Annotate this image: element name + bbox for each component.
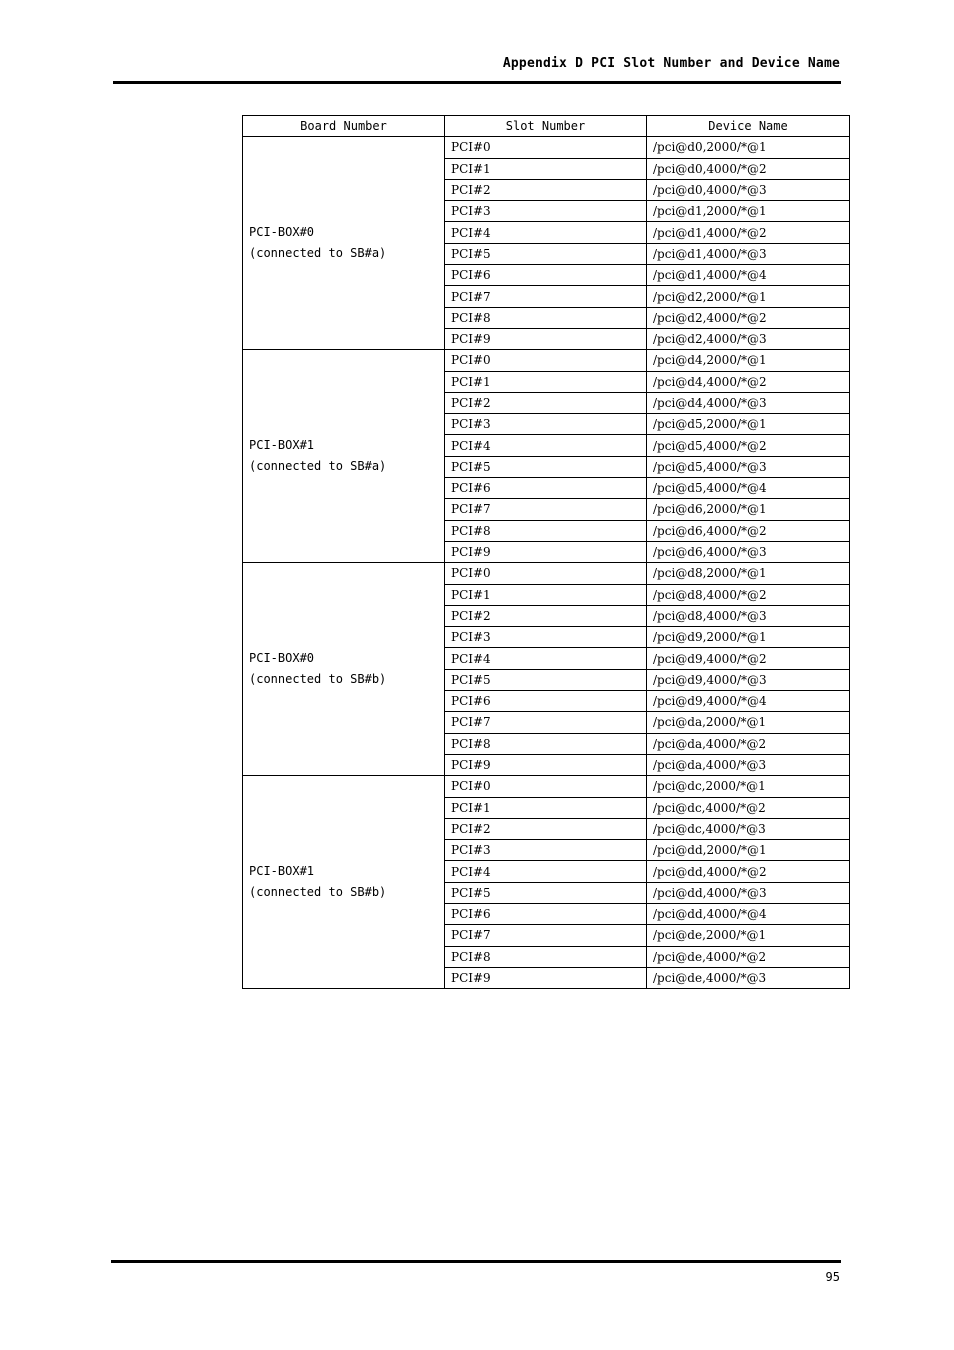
device-name-cell: /pci@da,4000/*@2 <box>647 733 850 754</box>
table-row <box>243 350 850 371</box>
page-number: 95 <box>825 1270 840 1284</box>
slot-number-cell: PCI#2 <box>445 818 647 839</box>
device-name-cell: /pci@da,2000/*@1 <box>647 712 850 733</box>
page-header-title: Appendix D PCI Slot Number and Device Name <box>502 56 840 71</box>
slot-number-cell: PCI#6 <box>445 903 647 924</box>
device-name-cell: /pci@d6,2000/*@1 <box>647 499 850 520</box>
slot-number-cell: PCI#7 <box>445 286 647 307</box>
device-name-cell: /pci@de,4000/*@3 <box>647 967 850 988</box>
board-number-cell <box>243 350 445 563</box>
slot-number-cell: PCI#5 <box>445 882 647 903</box>
board-number-cell <box>243 563 445 776</box>
device-name-cell: /pci@d5,4000/*@2 <box>647 435 850 456</box>
board-name: PCI-BOX#1 <box>249 438 315 453</box>
slot-number-cell: PCI#6 <box>445 691 647 712</box>
slot-number-cell: PCI#0 <box>445 776 647 797</box>
slot-number-cell: PCI#8 <box>445 520 647 541</box>
device-name-cell: /pci@dd,4000/*@2 <box>647 861 850 882</box>
device-name-cell: /pci@da,4000/*@3 <box>647 754 850 775</box>
device-name-cell: /pci@d9,2000/*@1 <box>647 627 850 648</box>
device-name-cell: /pci@d8,4000/*@3 <box>647 605 850 626</box>
slot-number-cell: PCI#2 <box>445 605 647 626</box>
slot-number-cell: PCI#3 <box>445 201 647 222</box>
slot-number-cell: PCI#1 <box>445 797 647 818</box>
column-header-device-name: Device Name <box>647 116 850 137</box>
pci-slot-table <box>242 115 850 989</box>
column-header-board-number: Board Number <box>243 116 445 137</box>
device-name-cell: /pci@d1,4000/*@3 <box>647 243 850 264</box>
header-rule <box>113 81 841 84</box>
device-name-cell: /pci@d0,4000/*@2 <box>647 158 850 179</box>
device-name-cell: /pci@de,2000/*@1 <box>647 925 850 946</box>
device-name-cell: /pci@dc,4000/*@2 <box>647 797 850 818</box>
device-name-cell: /pci@d2,2000/*@1 <box>647 286 850 307</box>
device-name-cell: /pci@d5,4000/*@3 <box>647 456 850 477</box>
slot-number-cell: PCI#9 <box>445 967 647 988</box>
device-name-cell: /pci@d5,2000/*@1 <box>647 414 850 435</box>
device-name-cell: /pci@dd,4000/*@4 <box>647 903 850 924</box>
board-connection: (connected to SB#a) <box>249 246 387 261</box>
slot-number-cell: PCI#4 <box>445 435 647 456</box>
board-connection: (connected to SB#b) <box>249 672 387 687</box>
board-name: PCI-BOX#1 <box>249 864 315 879</box>
slot-number-cell: PCI#0 <box>445 137 647 158</box>
device-name-cell: /pci@d0,2000/*@1 <box>647 137 850 158</box>
slot-number-cell: PCI#8 <box>445 307 647 328</box>
device-name-cell: /pci@d0,4000/*@3 <box>647 179 850 200</box>
slot-number-cell: PCI#5 <box>445 456 647 477</box>
device-name-cell: /pci@d8,2000/*@1 <box>647 563 850 584</box>
footer-rule <box>111 1260 841 1263</box>
device-name-cell: /pci@d6,4000/*@2 <box>647 520 850 541</box>
slot-number-cell: PCI#1 <box>445 371 647 392</box>
slot-number-cell: PCI#7 <box>445 499 647 520</box>
board-name: PCI-BOX#0 <box>249 651 315 666</box>
device-name-cell: /pci@dd,2000/*@1 <box>647 840 850 861</box>
slot-number-cell: PCI#3 <box>445 840 647 861</box>
table-header-row <box>243 116 850 137</box>
device-name-cell: /pci@d9,4000/*@4 <box>647 691 850 712</box>
device-name-cell: /pci@d1,4000/*@4 <box>647 265 850 286</box>
board-connection: (connected to SB#b) <box>249 885 387 900</box>
slot-number-cell: PCI#2 <box>445 392 647 413</box>
slot-number-cell: PCI#6 <box>445 265 647 286</box>
device-name-cell: /pci@dc,2000/*@1 <box>647 776 850 797</box>
device-name-cell: /pci@d1,4000/*@2 <box>647 222 850 243</box>
slot-number-cell: PCI#6 <box>445 478 647 499</box>
device-name-cell: /pci@d2,4000/*@3 <box>647 328 850 349</box>
slot-number-cell: PCI#3 <box>445 414 647 435</box>
slot-number-cell: PCI#7 <box>445 925 647 946</box>
board-name: PCI-BOX#0 <box>249 225 315 240</box>
table-row <box>243 137 850 158</box>
slot-number-cell: PCI#9 <box>445 754 647 775</box>
table-row <box>243 563 850 584</box>
device-name-cell: /pci@d1,2000/*@1 <box>647 201 850 222</box>
device-name-cell: /pci@dd,4000/*@3 <box>647 882 850 903</box>
slot-number-cell: PCI#0 <box>445 350 647 371</box>
device-name-cell: /pci@d5,4000/*@4 <box>647 478 850 499</box>
slot-number-cell: PCI#5 <box>445 243 647 264</box>
board-number-cell <box>243 776 445 989</box>
slot-number-cell: PCI#4 <box>445 648 647 669</box>
slot-number-cell: PCI#1 <box>445 158 647 179</box>
slot-number-cell: PCI#8 <box>445 946 647 967</box>
board-number-cell <box>243 137 445 350</box>
slot-number-cell: PCI#9 <box>445 328 647 349</box>
slot-number-cell: PCI#2 <box>445 179 647 200</box>
table-row <box>243 776 850 797</box>
slot-number-cell: PCI#3 <box>445 627 647 648</box>
board-connection: (connected to SB#a) <box>249 459 387 474</box>
slot-number-cell: PCI#0 <box>445 563 647 584</box>
device-name-cell: /pci@d8,4000/*@2 <box>647 584 850 605</box>
device-name-cell: /pci@d2,4000/*@2 <box>647 307 850 328</box>
slot-number-cell: PCI#7 <box>445 712 647 733</box>
slot-number-cell: PCI#1 <box>445 584 647 605</box>
device-name-cell: /pci@d4,4000/*@2 <box>647 371 850 392</box>
device-name-cell: /pci@de,4000/*@2 <box>647 946 850 967</box>
device-name-cell: /pci@d4,2000/*@1 <box>647 350 850 371</box>
device-name-cell: /pci@dc,4000/*@3 <box>647 818 850 839</box>
slot-number-cell: PCI#4 <box>445 861 647 882</box>
device-name-cell: /pci@d9,4000/*@2 <box>647 648 850 669</box>
table-body <box>243 137 850 989</box>
device-name-cell: /pci@d4,4000/*@3 <box>647 392 850 413</box>
device-name-cell: /pci@d9,4000/*@3 <box>647 669 850 690</box>
device-name-cell: /pci@d6,4000/*@3 <box>647 541 850 562</box>
slot-number-cell: PCI#4 <box>445 222 647 243</box>
slot-number-cell: PCI#9 <box>445 541 647 562</box>
slot-number-cell: PCI#8 <box>445 733 647 754</box>
column-header-slot-number: Slot Number <box>445 116 647 137</box>
slot-number-cell: PCI#5 <box>445 669 647 690</box>
